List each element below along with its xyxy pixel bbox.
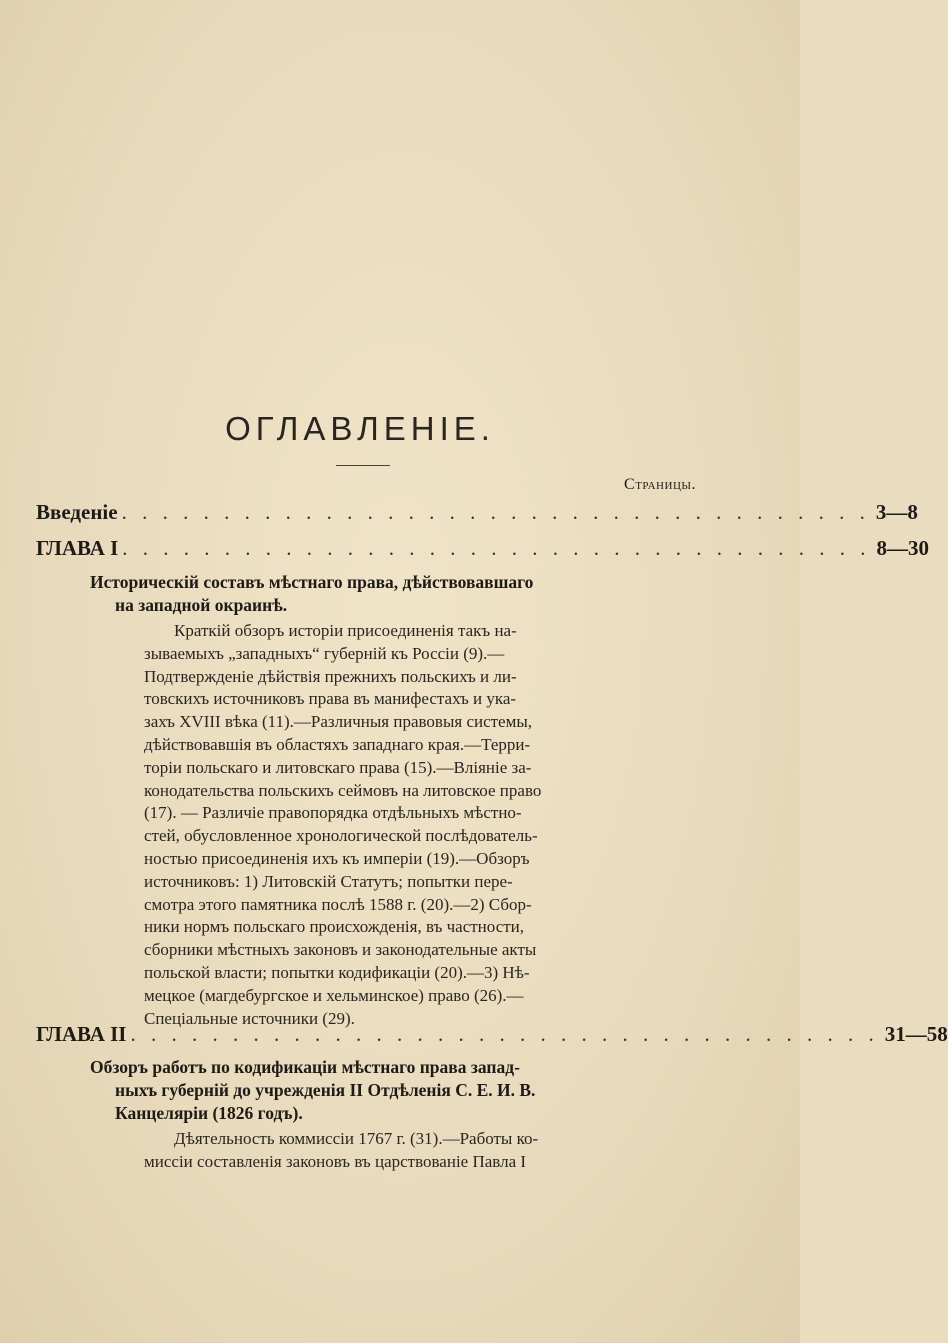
toc-entry-chapter-1 [36, 536, 930, 561]
leader-dots: . . . . . . . . . . . . . . . . . . . . . . . . . . . . . . . . . . . . . [122, 536, 871, 560]
chapter-1-summary [144, 620, 541, 1030]
heading-line: на западной окраинѣ. [115, 595, 288, 615]
leader-dots: . . . . . . . . . . . . . . . . . . . . . . . . . . . . . . . . . . . . . [121, 500, 870, 524]
summary-line: стей, обусловленное хронологической послѣдователь- [144, 826, 538, 846]
summary-line: миссіи составленія законовъ въ царствованіе Павла I [144, 1151, 527, 1171]
summary-line: торіи польскаго и литовскаго права (15).—Вліяніе за- [144, 757, 532, 777]
summary-line: Спеціальные источники (29). [144, 1008, 355, 1028]
toc-entry-label: Введеніе [36, 500, 118, 524]
summary-line: дѣйствовавшія въ областяхъ западнаго края.—Терри- [144, 734, 531, 754]
page-title: ОГЛАВЛЕНІЕ. [225, 410, 495, 447]
toc-entry-pages: 8—30 [876, 536, 930, 560]
summary-line: мецкое (магдебургское и хельминское) право (26).— [144, 985, 524, 1005]
heading-line: ныхъ губерній до учрежденія II Отдѣленія С. Е. И. В. [115, 1080, 536, 1100]
summary-line: Подтвержденіе дѣйствія прежнихъ польскихъ и ли- [144, 666, 517, 686]
chapter-2-summary [144, 1128, 538, 1174]
summary-line: источниковъ: 1) Литовскій Статутъ; попытки пере- [144, 871, 513, 891]
summary-line: захъ XVIII вѣка (11).—Различныя правовыя системы, [144, 712, 533, 732]
summary-line: (17). — Различіе правопорядка отдѣльныхъ мѣстно- [144, 803, 522, 823]
summary-line: смотра этого памятника послѣ 1588 г. (20).—2) Сбор- [144, 894, 532, 914]
toc-entry-label: ГЛАВА I [36, 536, 119, 560]
toc-entry-intro [36, 500, 918, 525]
title-rule [336, 465, 390, 466]
summary-line: зываемыхъ „западныхъ“ губерній къ Россіи (9).— [144, 643, 505, 663]
toc-entry-pages: 31—58 [884, 1022, 948, 1046]
summary-line: сборники мѣстныхъ законовъ и законодательные акты [144, 940, 537, 960]
heading-line: Историческій составъ мѣстнаго права, дѣйствовавшаго [90, 572, 534, 592]
pages-column-label: Страницы. [624, 476, 696, 493]
heading-line: Канцеляріи (1826 годъ). [115, 1103, 303, 1123]
summary-line: Краткій обзоръ исторіи присоединенія такъ на- [174, 621, 517, 640]
toc-entry-chapter-2 [36, 1022, 948, 1047]
summary-line: Дѣятельность коммиссіи 1767 г. (31).—Работы ко- [174, 1129, 539, 1148]
summary-line: ники нормъ польскаго происхожденія, въ частности, [144, 917, 525, 937]
summary-line: товскихъ источниковъ права въ манифестахъ и ука- [144, 689, 517, 709]
heading-line: Обзоръ работъ по кодификаціи мѣстнаго права запад- [90, 1057, 520, 1077]
summary-line: конодательства польскихъ сеймовъ на литовское право [144, 780, 542, 800]
toc-entry-pages: 3—8 [875, 500, 918, 524]
chapter-2-heading [90, 1056, 535, 1125]
toc-entry-label: ГЛАВА II [36, 1022, 127, 1046]
summary-line: польской власти; попытки кодификаціи (20).—3) Нѣ- [144, 962, 530, 982]
leader-dots: . . . . . . . . . . . . . . . . . . . . . . . . . . . . . . . . . . . . . [130, 1022, 879, 1046]
summary-line: ностью присоединенія ихъ къ имперіи (19).—Обзоръ [144, 848, 530, 868]
chapter-1-heading [90, 571, 533, 617]
